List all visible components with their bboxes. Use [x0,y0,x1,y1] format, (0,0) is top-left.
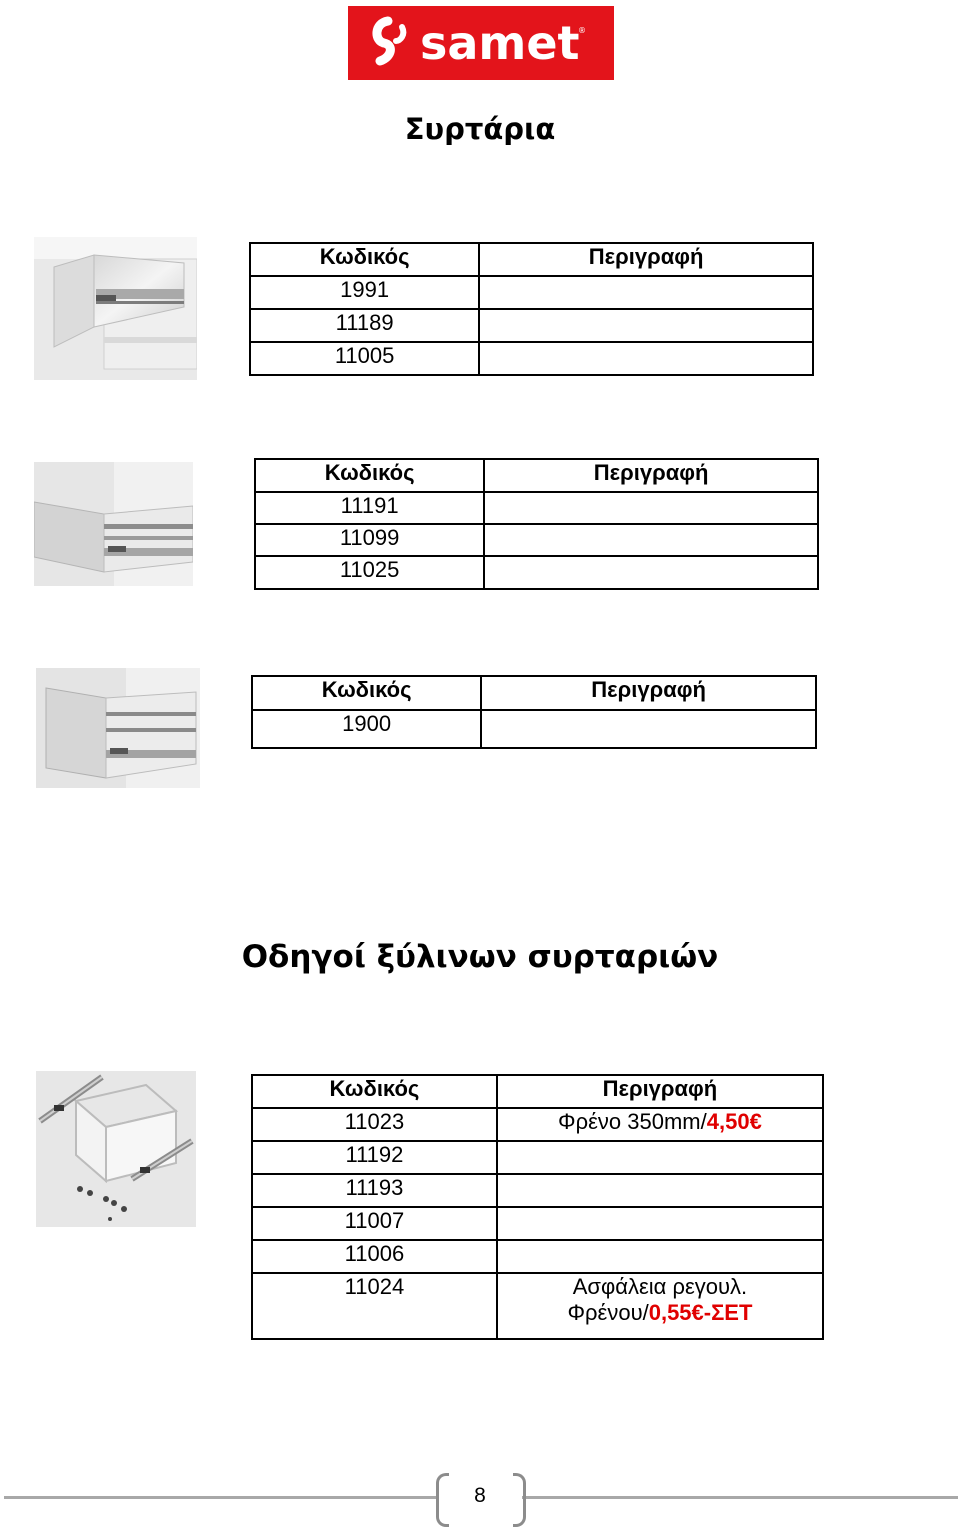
products-table-runners [251,1074,824,1340]
price: 0,55€-ΣΕΤ [648,1300,753,1325]
column-header-code: Κωδικός [252,1075,497,1108]
products-table-1 [249,242,814,376]
description-text: Φρένο 350mm/ [558,1109,707,1134]
column-header-code: Κωδικός [252,676,481,710]
product-code: 11191 [255,492,484,524]
table-row [250,342,813,375]
product-code: 11193 [252,1174,497,1207]
price: 4,50€ [706,1109,762,1134]
product-code: 1900 [252,710,481,748]
product-description [479,276,813,309]
product-description [481,710,816,748]
table-row [252,1108,823,1141]
product-code: 1991 [250,276,479,309]
description-text: Φρένου/ [567,1300,649,1325]
product-code: 11099 [255,524,484,556]
table-row [252,1240,823,1273]
product-code: 11025 [255,556,484,589]
description-line-2 [498,1300,822,1326]
table-row [255,556,818,589]
product-description [497,1174,823,1207]
drawer-photo-2 [34,462,193,586]
products-table-2 [254,458,819,590]
table-row [252,1141,823,1174]
svg-text:®: ® [578,26,586,35]
footer-rule-right [522,1496,958,1499]
drawer-runners-photo [36,1071,196,1227]
product-description [484,524,818,556]
product-description [484,492,818,524]
table-row [252,1273,823,1339]
product-description [497,1207,823,1240]
product-description [479,342,813,375]
column-header-description: Περιγραφή [497,1075,823,1108]
description-line-1: Ασφάλεια ρεγουλ. [572,1274,748,1299]
drawer-photo-1 [34,237,197,380]
product-description [484,556,818,589]
page-number-bracket-right [513,1473,526,1527]
section-title-wooden-drawer-runners: Οδηγοί ξύλινων συρταριών [241,939,719,975]
product-description [497,1273,823,1339]
product-code: 11006 [252,1240,497,1273]
section-title-drawers: Συρτάρια [404,112,556,146]
page-number: 8 [474,1484,486,1507]
product-description [479,309,813,342]
table-row [255,524,818,556]
table-row [252,1174,823,1207]
samet-logo-mark [366,13,596,73]
svg-text:samet: samet [420,16,580,70]
drawer-photo-3 [36,668,200,788]
product-code: 11005 [250,342,479,375]
product-code: 11189 [250,309,479,342]
product-code: 11024 [252,1273,497,1339]
column-header-description: Περιγραφή [479,243,813,276]
products-table-3 [251,675,817,749]
product-description [497,1108,823,1141]
column-header-description: Περιγραφή [481,676,816,710]
product-description [497,1141,823,1174]
column-header-code: Κωδικός [255,459,484,492]
table-row [250,276,813,309]
product-description [497,1240,823,1273]
table-row [252,1207,823,1240]
product-code: 11023 [252,1108,497,1141]
page-number-bracket-left [436,1473,449,1527]
table-row [252,710,816,748]
product-code: 11192 [252,1141,497,1174]
table-row [250,309,813,342]
product-code: 11007 [252,1207,497,1240]
column-header-code: Κωδικός [250,243,479,276]
samet-logo [348,6,614,80]
footer-rule-left [4,1496,438,1499]
table-row [255,492,818,524]
column-header-description: Περιγραφή [484,459,818,492]
